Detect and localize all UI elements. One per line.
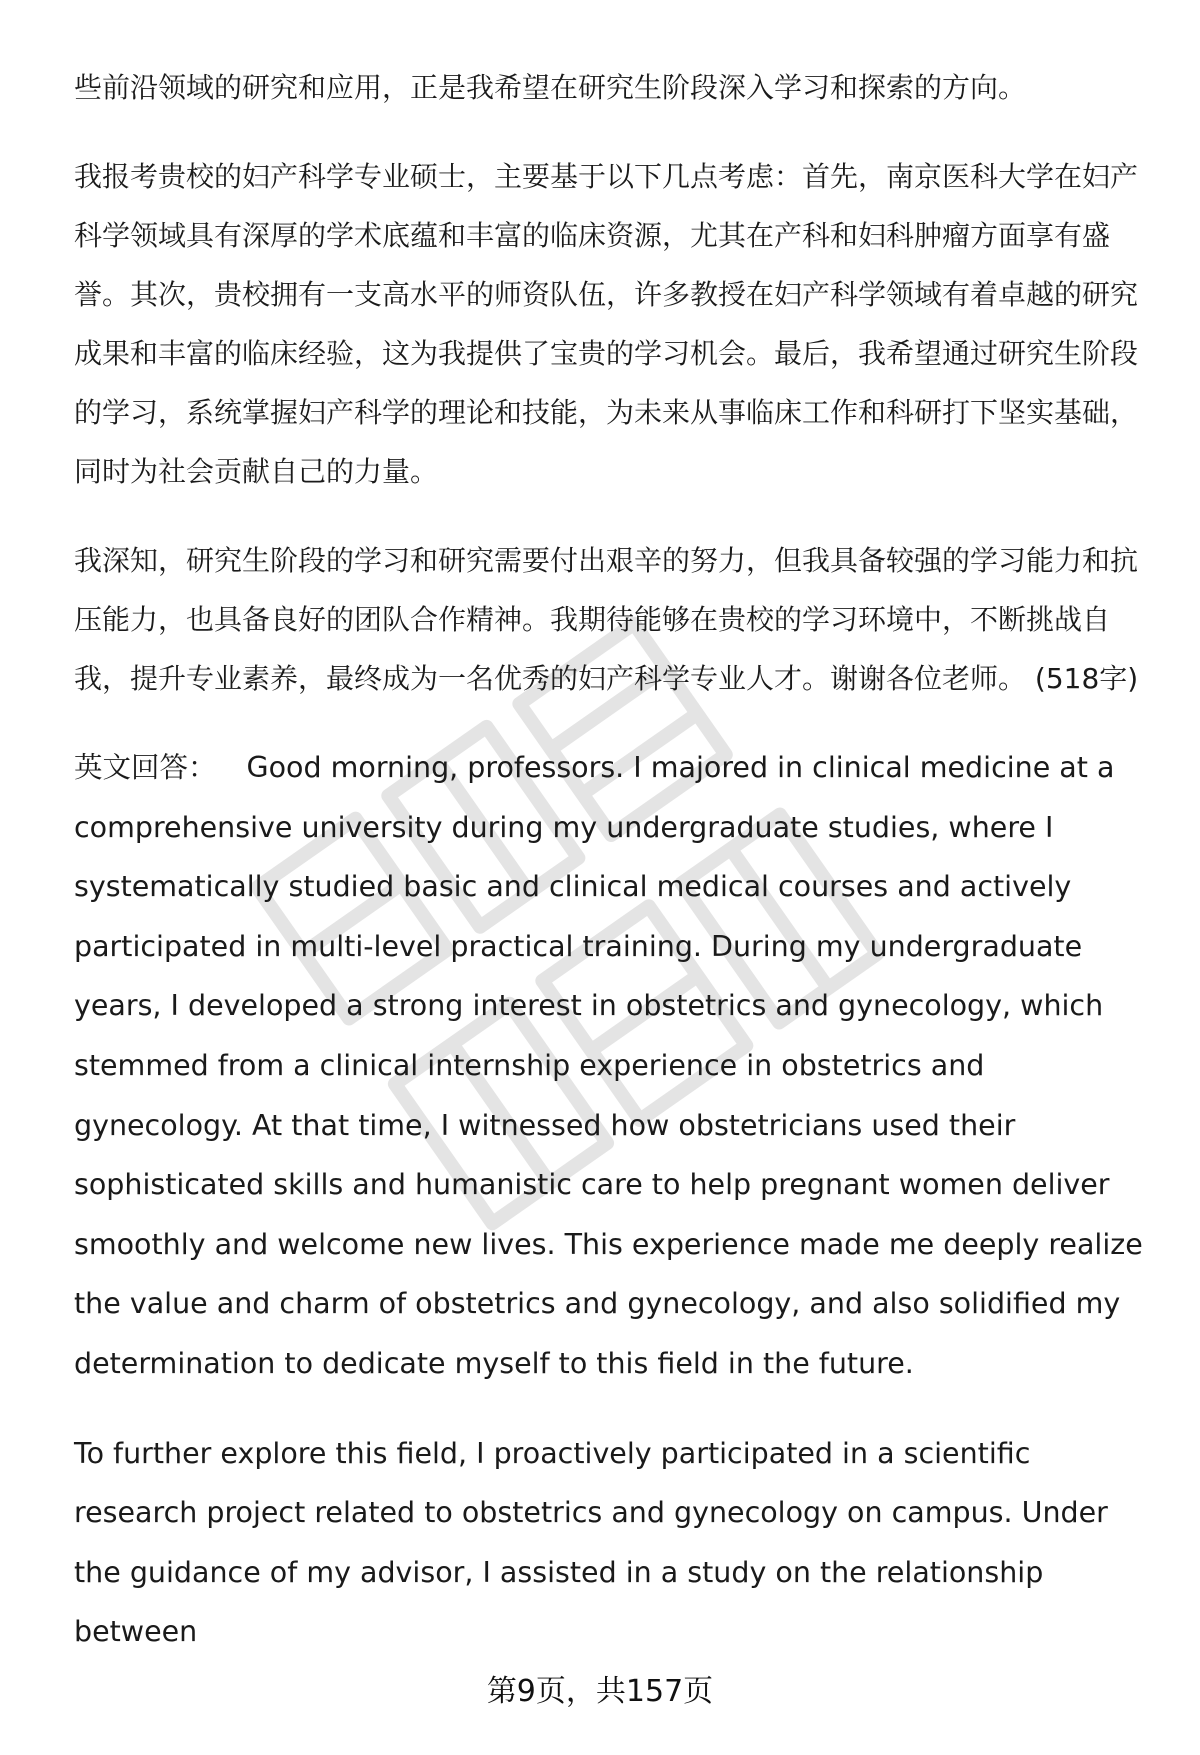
paragraph-4 xyxy=(74,738,1156,1394)
english-answer-label: 英文回答： xyxy=(74,751,217,784)
document-body xyxy=(74,58,1156,1692)
page-number: 第9页，共157页 xyxy=(486,1674,714,1709)
paragraph-2: 我报考贵校的妇产科学专业硕士，主要基于以下几点考虑：首先，南京医科大学在妇产科学领域具有深厚的学术底蕴和丰富的临床资源，尤其在产科和妇科肿瘤方面享有盛誉。其次，贵校拥有一支高水平的师资队伍，许多教授在妇产科学领域有着卓越的研究成果和丰富的临床经验，这为我提供了宝贵的学习机会。最后，我希望通过研究生阶段的学习，系统掌握妇产科学的理论和技能，为未来从事临床工作和科研打下坚实基础，同时为社会贡献自己的力量。 xyxy=(74,160,1139,488)
paragraph-3: 我深知，研究生阶段的学习和研究需要付出艰辛的努力，但我具备较强的学习能力和抗压能力，也具备良好的团队合作精神。我期待能够在贵校的学习环境中，不断挑战自我，提升专业素养，最终成为一名优秀的妇产科学专业人才。谢谢各位老师。 (518字) xyxy=(74,544,1139,695)
paragraph-1: 些前沿领域的研究和应用，正是我希望在研究生阶段深入学习和探索的方向。 xyxy=(74,71,1027,104)
paragraph-4-text: Good morning, professors. I majored in clinical medicine at a comprehensive university during my undergraduate studies, where I systematically studied basic and clinical medical courses and actively participated in multi-level practical training. During my undergraduate years, I developed a strong interest in obstetrics and gynecology, which stemmed from a clinical internship experience in obstetrics and gynecology. At that time, I witnessed how obstetricians used their sophisticated skills and humanistic care to help pregnant women deliver smoothly and welcome new lives. This experience made me deeply realize the value and charm of obstetrics and gynecology, and also solidified my determination to dedicate myself to this field in the future. xyxy=(74,751,1143,1380)
paragraph-5: To further explore this field, I proactively participated in a scientific research project related to obstetrics and gynecology on campus. Under the guidance of my advisor, I assisted in a study on the relationship between xyxy=(74,1436,1108,1649)
